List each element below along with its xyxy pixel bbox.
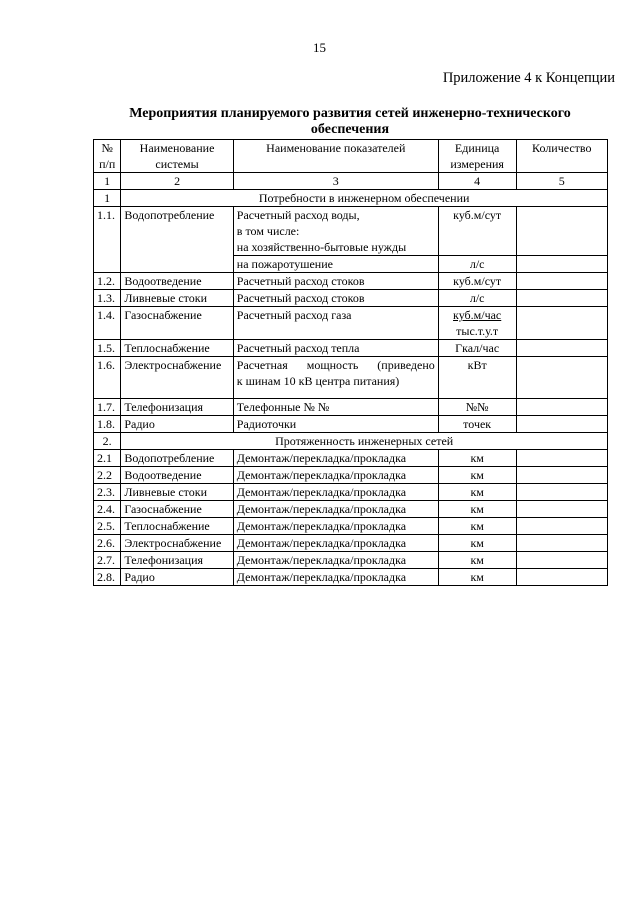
row-unit: км (438, 484, 516, 501)
column-number: 4 (438, 173, 516, 190)
header-num-line: п/п (99, 157, 116, 171)
row-num: 2.7. (94, 552, 121, 569)
header-num-line: № (101, 141, 113, 155)
row-num: 2.8. (94, 569, 121, 586)
row-indicator: Демонтаж/перекладка/прокладка (233, 484, 438, 501)
page-number: 15 (313, 40, 326, 55)
row-num: 1.8. (94, 416, 121, 433)
table-row (94, 340, 608, 357)
table-row (94, 290, 608, 307)
row-system: Телефонизация (121, 399, 233, 416)
row-num: 2.1 (94, 450, 121, 467)
row-quantity (516, 552, 607, 569)
table-row (94, 467, 608, 484)
table-row (94, 307, 608, 340)
table-row (94, 501, 608, 518)
row-quantity (516, 307, 607, 340)
row-num: 2.3. (94, 484, 121, 501)
row-system: Водопотребление (121, 450, 233, 467)
table-row (94, 207, 608, 256)
row-unit: км (438, 518, 516, 535)
table-row (94, 518, 608, 535)
appendix-title: Приложение 4 к Концепции (442, 70, 615, 86)
section-row (94, 190, 608, 207)
row-quantity (516, 290, 607, 307)
header-quantity: Количество (516, 140, 607, 173)
row-indicator: Демонтаж/перекладка/прокладка (233, 535, 438, 552)
row-quantity (516, 569, 607, 586)
column-numbers-row (94, 173, 608, 190)
row-quantity (516, 416, 607, 433)
row-num: 2.4. (94, 501, 121, 518)
row-unit: км (438, 552, 516, 569)
row-indicator: Телефонные № № (233, 399, 438, 416)
row-unit: кВт (438, 357, 516, 399)
row-indicator: Расчетный расход тепла (233, 340, 438, 357)
header-unit (438, 140, 516, 173)
indicator-line: Расчетный расход воды, (236, 208, 360, 222)
row-indicator: Радиоточки (233, 416, 438, 433)
table-row (94, 357, 608, 399)
section-title: Потребности в инженерном обеспечении (121, 190, 608, 207)
table-row (94, 450, 608, 467)
row-num: 2.5. (94, 518, 121, 535)
document-title: Мероприятия планируемого развития сетей инженерно-технического обеспечения (129, 106, 571, 137)
row-unit: км (438, 501, 516, 518)
row-system: Радио (121, 416, 233, 433)
row-unit: км (438, 569, 516, 586)
row-quantity (516, 467, 607, 484)
row-system: Водоотведение (121, 467, 233, 484)
header-indicator: Наименование показателей (233, 140, 438, 173)
section-row (94, 433, 608, 450)
row-system: Теплоснабжение (121, 518, 233, 535)
indicator-line: к шинам 10 кВ центра питания) (236, 374, 400, 388)
row-indicator: Демонтаж/перекладка/прокладка (233, 501, 438, 518)
requirements-table (93, 139, 608, 586)
row-system: Электроснабжение (121, 357, 233, 399)
row-system: Радио (121, 569, 233, 586)
header-unit-line: измерения (450, 157, 504, 171)
row-quantity (516, 399, 607, 416)
row-indicator: Расчетный расход стоков (233, 290, 438, 307)
section-title: Протяженность инженерных сетей (121, 433, 608, 450)
row-system: Ливневые стоки (121, 484, 233, 501)
row-system: Газоснабжение (121, 501, 233, 518)
table-header-row (94, 140, 608, 173)
row-unit: №№ (438, 399, 516, 416)
row-num: 1.1. (94, 207, 121, 273)
row-num: 1.5. (94, 340, 121, 357)
indicator-line: в том числе: (236, 224, 300, 238)
table-row (94, 552, 608, 569)
row-num: 1.2. (94, 273, 121, 290)
row-num: 1.7. (94, 399, 121, 416)
column-number: 5 (516, 173, 607, 190)
header-system-line: Наименование (139, 141, 215, 155)
table-row (94, 399, 608, 416)
row-system: Водоотведение (121, 273, 233, 290)
row-indicator: Демонтаж/перекладка/прокладка (233, 450, 438, 467)
section-num: 2. (94, 433, 121, 450)
row-system: Теплоснабжение (121, 340, 233, 357)
column-number: 3 (233, 173, 438, 190)
row-indicator (233, 207, 438, 256)
row-unit: точек (438, 416, 516, 433)
row-quantity (516, 207, 607, 256)
row-quantity (516, 501, 607, 518)
row-indicator: Демонтаж/перекладка/прокладка (233, 552, 438, 569)
row-num: 2.6. (94, 535, 121, 552)
row-indicator: на пожаротушение (233, 256, 438, 273)
table-row (94, 484, 608, 501)
row-indicator: Демонтаж/перекладка/прокладка (233, 467, 438, 484)
row-quantity (516, 450, 607, 467)
row-quantity (516, 535, 607, 552)
section-num: 1 (94, 190, 121, 207)
unit-line: тыс.т.у.т (456, 324, 499, 338)
row-system: Телефонизация (121, 552, 233, 569)
row-quantity (516, 256, 607, 273)
row-quantity (516, 484, 607, 501)
row-system: Электроснабжение (121, 535, 233, 552)
column-number: 2 (121, 173, 233, 190)
table-row (94, 569, 608, 586)
row-system: Ливневые стоки (121, 290, 233, 307)
row-num: 1.6. (94, 357, 121, 399)
unit-line: куб.м/час (453, 308, 502, 322)
row-num: 2.2 (94, 467, 121, 484)
row-system: Газоснабжение (121, 307, 233, 340)
row-unit: куб.м/сут (438, 273, 516, 290)
row-num: 1.3. (94, 290, 121, 307)
row-unit: км (438, 535, 516, 552)
row-indicator: Расчетный расход стоков (233, 273, 438, 290)
row-quantity (516, 273, 607, 290)
row-system: Водопотребление (121, 207, 233, 273)
header-system (121, 140, 233, 173)
row-quantity (516, 518, 607, 535)
row-unit (438, 307, 516, 340)
row-unit: куб.м/сут (438, 207, 516, 256)
row-indicator: Расчетный расход газа (233, 307, 438, 340)
row-indicator: Демонтаж/перекладка/прокладка (233, 518, 438, 535)
row-indicator: Демонтаж/перекладка/прокладка (233, 569, 438, 586)
row-quantity (516, 357, 607, 399)
header-system-line: системы (155, 157, 199, 171)
row-unit: км (438, 467, 516, 484)
header-unit-line: Единица (454, 141, 500, 155)
indicator-line: Расчетная мощность (приведено (236, 358, 435, 372)
header-num (94, 140, 121, 173)
row-unit: л/с (438, 290, 516, 307)
table-row (94, 416, 608, 433)
column-number: 1 (94, 173, 121, 190)
row-quantity (516, 340, 607, 357)
indicator-line: на хозяйственно-бытовые нужды (236, 240, 407, 254)
row-indicator (233, 357, 438, 399)
table-row (94, 535, 608, 552)
row-unit: л/с (438, 256, 516, 273)
row-unit: км (438, 450, 516, 467)
table-row (94, 273, 608, 290)
row-unit: Гкал/час (438, 340, 516, 357)
row-num: 1.4. (94, 307, 121, 340)
